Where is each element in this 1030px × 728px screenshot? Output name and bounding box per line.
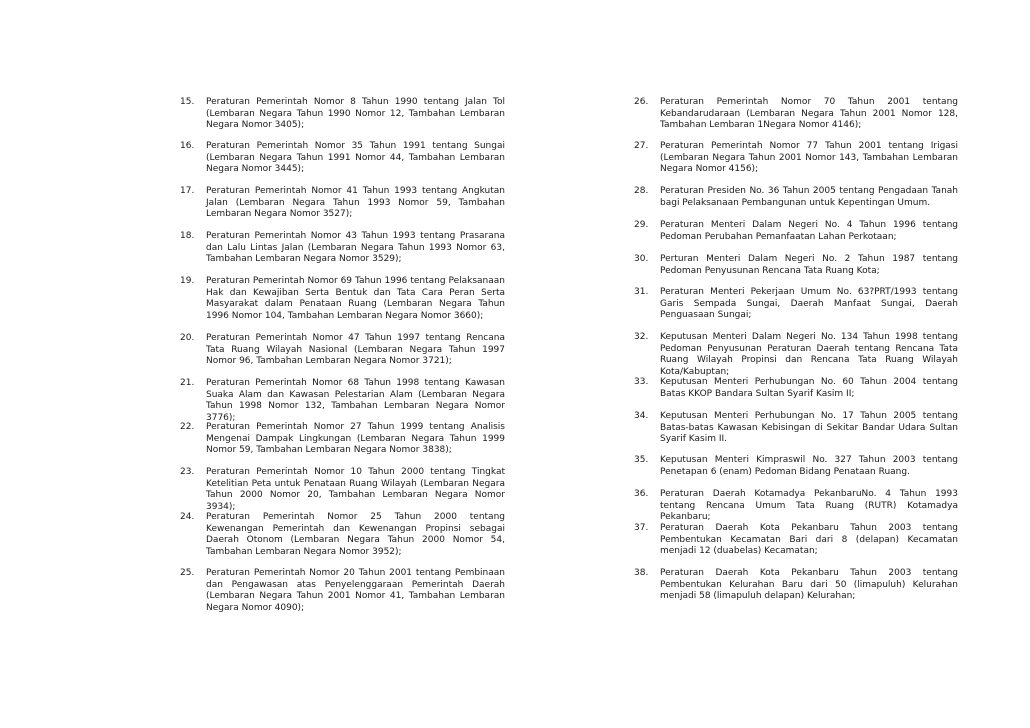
item-number: 21. [180,378,195,388]
list-item [180,333,505,368]
item-number: 28. [634,186,649,196]
right-column [634,97,958,602]
list-item [634,220,958,243]
item-number: 15. [180,97,195,107]
item-number: 30. [634,254,649,264]
item-text: Peraturan Pemerintah Nomor 8 Tahun 1990 tentang Jalan Tol (Lembaran Negara Tahun 1990 Nomor 12, Tambahan Lembaran Negara Nomor 3405); [206,97,505,131]
list-item [634,568,958,603]
item-number: 19. [180,276,195,286]
list-item [634,332,958,378]
item-text: Peraturan Pemerintah Nomor 69 Tahun 1996 tentang Pelaksanaan Hak dan Kewajiban Serta Bentuk dan Tata Cara Peran Serta Masyarakat dalam Penataan Ruang (Lembaran Negara Tahun 1996 Nomor 104, Tambahan Lembaran Negara Nomor 3660); [206,276,505,321]
item-number: 26. [634,97,649,107]
item-text: Peraturan Pemerintah Nomor 77 Tahun 2001 tentang Irigasi (Lembaran Negara Tahun 2001 Nomor 143, Tambahan Lembaran Negara Nomor 4156); [660,141,958,175]
item-number: 22. [180,422,195,432]
item-text: Peraturan Pemerintah Nomor 20 Tahun 2001 tentang Pembinaan dan Pengawasan atas Penyelenggaraan Pemerintah Daerah (Lembaran Negara Tahun 2001 Nomor 41, Tambahan Lembaran Negara Nomor 4090); [206,568,505,613]
list-item [634,489,958,524]
list-item [180,141,505,176]
item-text: Keputusan Menteri Dalam Negeri No. 134 Tahun 1998 tentang Pedoman Penyusunan Peraturan Daerah tentang Rencana Tata Ruang Wilayah Propinsi dan Rencana Tata Ruang Wilayah Kota/Kabuptan; [660,332,958,377]
item-number: 18. [180,231,195,241]
list-item [634,254,958,277]
item-number: 38. [634,568,649,578]
item-text: Peraturan Pemerintah Nomor 25 Tahun 2000 tentang Kewenangan Pemerintah dan Kewenangan Propinsi sebagai Daerah Otonom (Lembaran Negara Tahun 2000 Nomor 54, Tambahan Lembaran Negara Nomor 3952); [206,512,505,557]
item-number: 32. [634,332,649,342]
item-text: Keputusan Menteri Perhubungan No. 17 Tahun 2005 tentang Batas-batas Kawasan Kebisingan di Sekitar Bandar Udara Sultan Syarif Kasim II. [660,411,958,445]
item-text: Peraturan Presiden No. 36 Tahun 2005 tentang Pengadaan Tanah bagi Pelaksanaan Pembangunan untuk Kepentingan Umum. [660,186,958,208]
item-text: Peraturan Menteri Dalam Negeri No. 4 Tahun 1996 tentang Pedoman Perubahan Pemanfaatan Lahan Perkotaan; [660,220,958,242]
list-item [634,523,958,558]
item-text: Peraturan Menteri Pekerjaan Umum No. 63?PRT/1993 tentang Garis Sempada Sungai, Daerah Manfaat Sungai, Daerah Penguasaan Sungai; [660,287,958,321]
list-item [180,378,505,424]
item-text: Peraturan Daerah Kotamadya PekanbaruNo. 4 Tahun 1993 tentang Rencana Umum Tata Ruang (RUTR) Kotamadya Pekanbaru; [660,489,958,523]
item-number: 29. [634,220,649,230]
list-item [634,97,958,132]
item-text: Peraturan Pemerintah Nomor 70 Tahun 2001 tentang Kebandarudaraan (Lembaran Negara Tahun 2001 Nomor 128, Tambahan Lembaran 1Negara Nomor 4146); [660,97,958,131]
item-number: 33. [634,377,649,387]
item-number: 35. [634,455,649,465]
item-text: Peraturan Daerah Kota Pekanbaru Tahun 2003 tentang Pembentukan Kelurahan Baru dari 50 (limapuluh) Kelurahan menjadi 58 (limapuluh delapan) Kelurahan; [660,568,958,602]
item-number: 16. [180,141,195,151]
list-item [180,186,505,221]
item-number: 34. [634,411,649,421]
item-number: 24. [180,512,195,522]
list-item [634,455,958,478]
item-number: 37. [634,523,649,533]
list-item [180,97,505,132]
list-item [634,411,958,446]
item-number: 17. [180,186,195,196]
list-item [180,568,505,614]
list-item [634,287,958,322]
item-text: Peraturan Pemerintah Nomor 68 Tahun 1998 tentang Kawasan Suaka Alam dan Kawasan Pelestarian Alam (Lembaran Negara Tahun 1998 Nomor 132, Tambahan Lembaran Negara Nomor 3776); [206,378,505,423]
list-item [180,231,505,266]
list-item [180,512,505,558]
item-number: 27. [634,141,649,151]
item-text: Peraturan Pemerintah Nomor 43 Tahun 1993 tentang Prasarana dan Lalu Lintas Jalan (Lembaran Negara Tahun 1993 Nomor 63, Tambahan Lembaran Negara Nomor 3529); [206,231,505,265]
list-item [634,377,958,400]
list-item [634,186,958,209]
item-number: 23. [180,467,195,477]
list-item [634,141,958,176]
list-item [180,422,505,457]
list-item [180,467,505,513]
item-number: 36. [634,489,649,499]
item-text: Peraturan Pemerintah Nomor 41 Tahun 1993 tentang Angkutan Jalan (Lembaran Negara Tahun 1993 Nomor 59, Tambahan Lembaran Negara Nomor 3527); [206,186,505,220]
item-text: Keputusan Menteri Kimpraswil No. 327 Tahun 2003 tentang Penetapan 6 (enam) Pedoman Bidang Penataan Ruang. [660,455,958,477]
item-text: Peraturan Pemerintah Nomor 47 Tahun 1997 tentang Rencana Tata Ruang Wilayah Nasional (Lembaran Negara Tahun 1997 Nomor 96, Tambahan Lembaran Negara Nomor 3721); [206,333,505,367]
item-text: Peraturan Pemerintah Nomor 35 Tahun 1991 tentang Sungai (Lembaran Negara Tahun 1991 Nomor 44, Tambahan Lembaran Negara Nomor 3445); [206,141,505,175]
item-number: 31. [634,287,649,297]
item-number: 20. [180,333,195,343]
item-text: Peraturan Daerah Kota Pekanbaru Tahun 2003 tentang Pembentukan Kecamatan Bari dari 8 (delapan) Kecamatan menjadi 12 (duabelas) Kecamatan; [660,523,958,557]
list-item [180,276,505,322]
item-number: 25. [180,568,195,578]
item-text: Peraturan Pemerintah Nomor 27 Tahun 1999 tentang Analisis Mengenai Dampak Lingkungan (Lembaran Negara Tahun 1999 Nomor 59, Tambahan Lembaran Negara Nomor 3838); [206,422,505,456]
left-column [180,97,505,613]
item-text: Keputusan Menteri Perhubungan No. 60 Tahun 2004 tentang Batas KKOP Bandara Sultan Syarif Kasim II; [660,377,958,399]
item-text: Perturan Menteri Dalam Negeri No. 2 Tahun 1987 tentang Pedoman Penyusunan Rencana Tata Ruang Kota; [660,254,958,276]
item-text: Peraturan Pemerintah Nomor 10 Tahun 2000 tentang Tingkat Ketelitian Peta untuk Penataan Ruang Wilayah (Lembaran Negara Tahun 2000 Nomor 20, Tambahan Lembaran Negara Nomor 3934); [206,467,505,512]
